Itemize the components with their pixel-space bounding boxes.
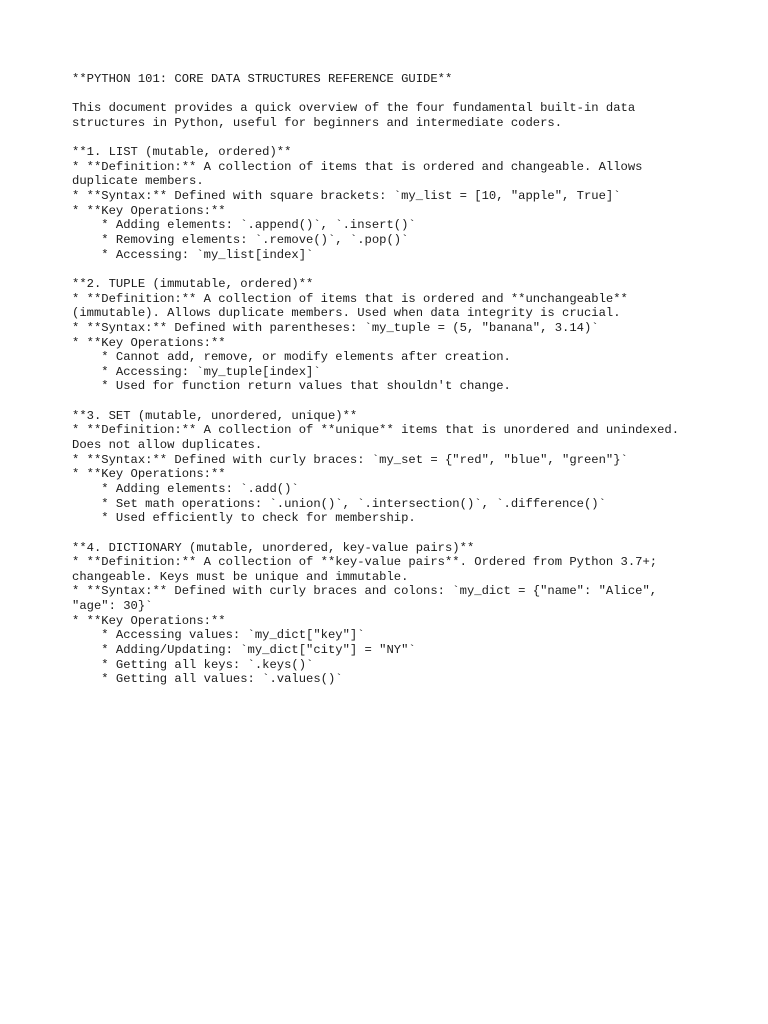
intro-line: structures in Python, useful for beginners and intermediate coders. (72, 115, 563, 130)
definition-line: Does not allow duplicates. (72, 438, 263, 453)
operation-item: * Removing elements: `.remove()`, `.pop()` (72, 233, 409, 248)
document-page (72, 72, 732, 687)
operation-item: * Accessing: `my_tuple[index]` (72, 364, 321, 379)
spacer (72, 526, 732, 541)
key-operations-label: * **Key Operations:** (72, 335, 226, 350)
syntax-line: * **Syntax:** Defined with curly braces and colons: `my_dict = {"name": "Alice", (72, 584, 658, 599)
operation-item: * Adding/Updating: `my_dict["city"] = "NY"` (72, 642, 416, 657)
definition-line: duplicate members. (72, 174, 204, 189)
definition-line: * **Definition:** A collection of items that is ordered and **unchangeable** (72, 291, 628, 306)
section-heading: **1. LIST (mutable, ordered)** (72, 145, 292, 160)
operation-item: * Getting all keys: `.keys()` (72, 657, 314, 672)
spacer (72, 394, 732, 409)
section-tuple (72, 277, 732, 394)
intro-line: This document provides a quick overview of the four fundamental built-in data (72, 101, 636, 116)
definition-line: * **Definition:** A collection of **key-value pairs**. Ordered from Python 3.7+; (72, 555, 658, 570)
operation-item: * Cannot add, remove, or modify elements after creation. (72, 350, 511, 365)
spacer (72, 131, 732, 146)
spacer (72, 87, 732, 102)
section-set (72, 409, 732, 526)
syntax-line: * **Syntax:** Defined with curly braces: `my_set = {"red", "blue", "green"}` (72, 452, 628, 467)
section-heading: **4. DICTIONARY (mutable, unordered, key-value pairs)** (72, 540, 475, 555)
section-heading: **2. TUPLE (immutable, ordered)** (72, 276, 314, 291)
operation-item: * Adding elements: `.append()`, `.insert()` (72, 218, 416, 233)
definition-line: * **Definition:** A collection of items that is ordered and changeable. Allows (72, 159, 643, 174)
syntax-line: * **Syntax:** Defined with square brackets: `my_list = [10, "apple", True]` (72, 189, 621, 204)
section-dictionary (72, 541, 732, 687)
key-operations-label: * **Key Operations:** (72, 203, 226, 218)
syntax-line: * **Syntax:** Defined with parentheses: `my_tuple = (5, "banana", 3.14)` (72, 320, 599, 335)
operation-item: * Used for function return values that shouldn't change. (72, 379, 511, 394)
operation-item: * Set math operations: `.union()`, `.intersection()`, `.difference()` (72, 496, 606, 511)
operation-item: * Accessing values: `my_dict["key"]` (72, 628, 365, 643)
operation-item: * Used efficiently to check for membership. (72, 511, 416, 526)
document-title: **PYTHON 101: CORE DATA STRUCTURES REFERENCE GUIDE** (72, 72, 453, 86)
operation-item: * Getting all values: `.values()` (72, 672, 343, 687)
section-list (72, 145, 732, 262)
definition-line: changeable. Keys must be unique and immutable. (72, 569, 409, 584)
definition-line: * **Definition:** A collection of **unique** items that is unordered and unindexed. (72, 423, 680, 438)
key-operations-label: * **Key Operations:** (72, 467, 226, 482)
operation-item: * Accessing: `my_list[index]` (72, 247, 314, 262)
syntax-line: "age": 30}` (72, 599, 153, 614)
spacer (72, 262, 732, 277)
operation-item: * Adding elements: `.add()` (72, 481, 299, 496)
section-heading: **3. SET (mutable, unordered, unique)** (72, 408, 358, 423)
key-operations-label: * **Key Operations:** (72, 613, 226, 628)
definition-line: (immutable). Allows duplicate members. Used when data integrity is crucial. (72, 306, 621, 321)
